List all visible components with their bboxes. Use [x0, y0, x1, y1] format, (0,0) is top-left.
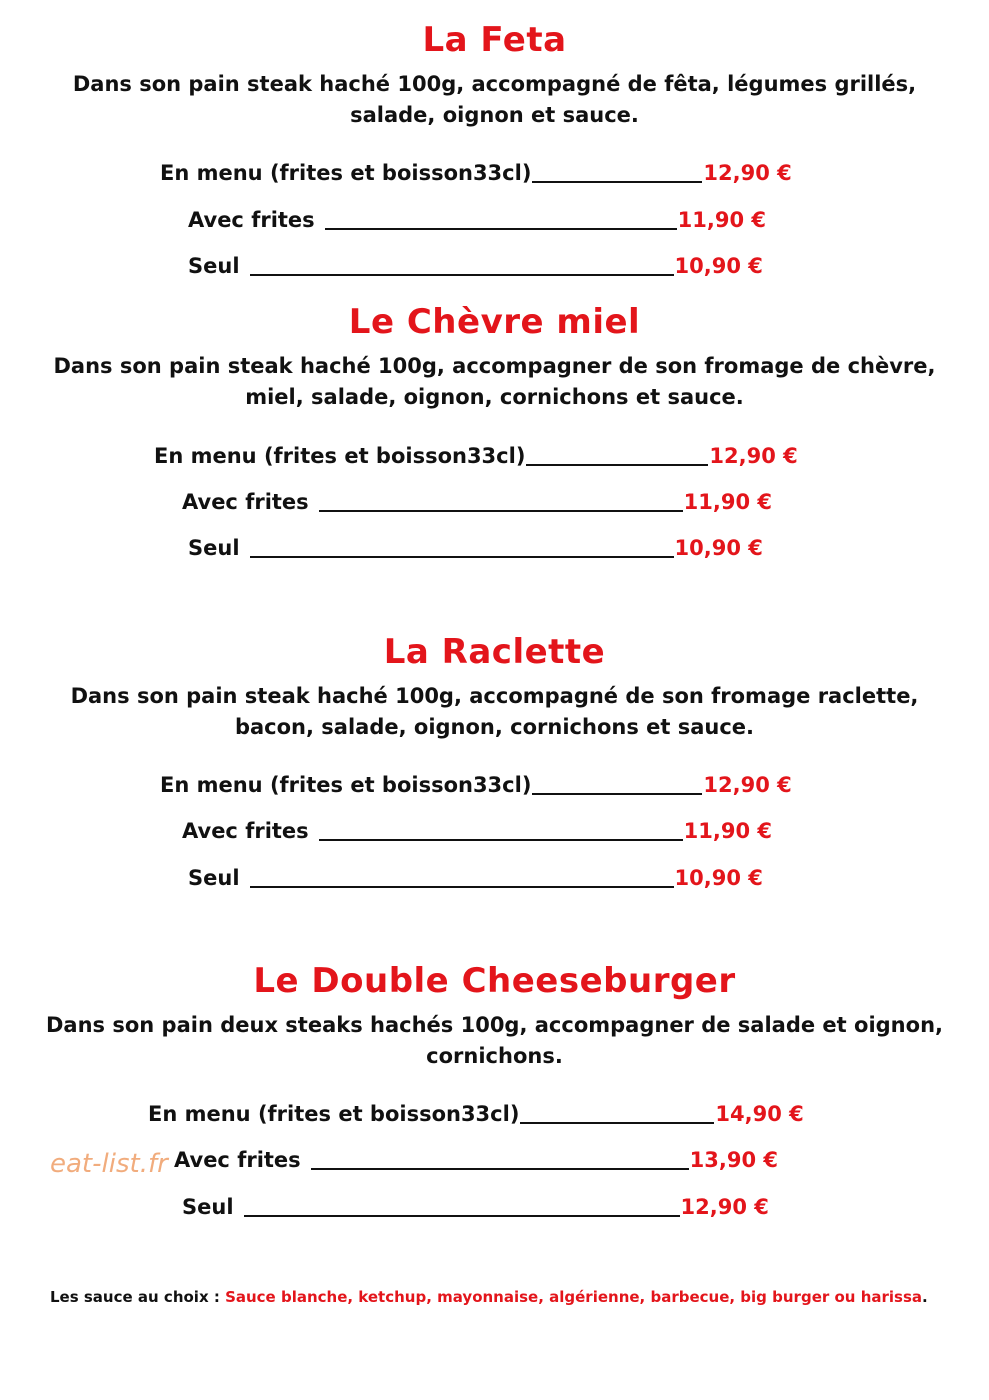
- section-description: [30, 351, 959, 413]
- leader-line: [319, 817, 683, 841]
- description-line: Dans son pain steak haché 100g, accompagné de fêta, légumes grillés,: [72, 72, 917, 96]
- price-row-seul: [188, 533, 763, 563]
- leader-line: [311, 1146, 689, 1170]
- leader-line: [520, 1100, 714, 1124]
- section-title: La Raclette: [383, 632, 606, 672]
- footnote-label: Les sauce au choix :: [50, 1288, 226, 1306]
- price-row-avec-frites: [182, 816, 772, 846]
- price-row-menu: [160, 158, 792, 188]
- price-value: 12,90 €: [703, 161, 792, 185]
- leader-line: [250, 534, 674, 558]
- description-line: miel, salade, oignon, cornichons et sauce.: [245, 385, 744, 409]
- price-row-seul: [182, 1192, 769, 1222]
- sauce-list: Sauce blanche, ketchup, mayonnaise, algérienne, barbecue, big burger ou harissa: [225, 1288, 923, 1306]
- price-value: 14,90 €: [715, 1102, 804, 1126]
- price-row-seul: [188, 863, 763, 893]
- price-value: 10,90 €: [674, 254, 763, 278]
- description-line: Dans son pain steak haché 100g, accompagné de son fromage raclette,: [70, 684, 919, 708]
- section-le-double-cheeseburger: [0, 961, 989, 1072]
- price-value: 10,90 €: [674, 536, 763, 560]
- price-value: 10,90 €: [674, 866, 763, 890]
- price-value: 13,90 €: [689, 1148, 779, 1172]
- price-value: 12,90 €: [703, 773, 792, 797]
- price-row-menu: [154, 441, 798, 471]
- leader-line: [526, 442, 708, 466]
- footnote-end: .: [922, 1288, 928, 1306]
- price-label: Avec frites: [174, 1148, 301, 1172]
- price-label: En menu (frites et boisson33cl): [148, 1102, 520, 1126]
- price-label: En menu (frites et boisson33cl): [160, 161, 532, 185]
- section-title: Le Chèvre miel: [348, 302, 641, 342]
- price-label: Avec frites: [182, 819, 309, 843]
- price-row-avec-frites: [182, 487, 772, 517]
- price-row-avec-frites: [174, 1145, 778, 1175]
- price-label: Seul: [182, 1195, 234, 1219]
- price-label: Seul: [188, 254, 240, 278]
- price-label: Seul: [188, 536, 240, 560]
- section-description: [30, 681, 959, 743]
- leader-line: [532, 159, 702, 183]
- price-value: 11,90 €: [683, 490, 773, 514]
- price-label: Seul: [188, 866, 240, 890]
- price-value: 11,90 €: [683, 819, 773, 843]
- description-line: salade, oignon et sauce.: [350, 103, 639, 127]
- description-line: cornichons.: [426, 1044, 563, 1068]
- price-value: 12,90 €: [680, 1195, 769, 1219]
- leader-line: [250, 864, 674, 888]
- price-row-seul: [188, 251, 763, 281]
- price-row-menu: [148, 1099, 804, 1129]
- leader-line: [319, 488, 683, 512]
- description-line: Dans son pain deux steaks hachés 100g, accompagner de salade et oignon,: [46, 1013, 943, 1037]
- leader-line: [325, 206, 677, 230]
- sauce-footnote: [50, 1286, 928, 1308]
- description-line: bacon, salade, oignon, cornichons et sauce.: [234, 715, 755, 739]
- leader-line: [244, 1193, 680, 1217]
- section-description: [30, 1010, 959, 1072]
- price-label: En menu (frites et boisson33cl): [154, 444, 526, 468]
- section-description: [30, 69, 959, 131]
- price-row-avec-frites: [188, 205, 766, 235]
- leader-line: [250, 252, 674, 276]
- leader-line: [532, 771, 702, 795]
- section-la-raclette: [0, 632, 989, 743]
- price-value: 11,90 €: [677, 208, 767, 232]
- watermark: eat-list.fr: [50, 1149, 168, 1179]
- price-value: 12,90 €: [709, 444, 798, 468]
- section-la-feta: [0, 20, 989, 131]
- price-label: En menu (frites et boisson33cl): [160, 773, 532, 797]
- section-title: La Feta: [422, 20, 567, 60]
- section-le-chevre-miel: [0, 302, 989, 413]
- price-label: Avec frites: [182, 490, 309, 514]
- section-title: Le Double Cheeseburger: [253, 961, 736, 1001]
- description-line: Dans son pain steak haché 100g, accompagner de son fromage de chèvre,: [53, 354, 936, 378]
- price-label: Avec frites: [188, 208, 315, 232]
- price-row-menu: [160, 770, 792, 800]
